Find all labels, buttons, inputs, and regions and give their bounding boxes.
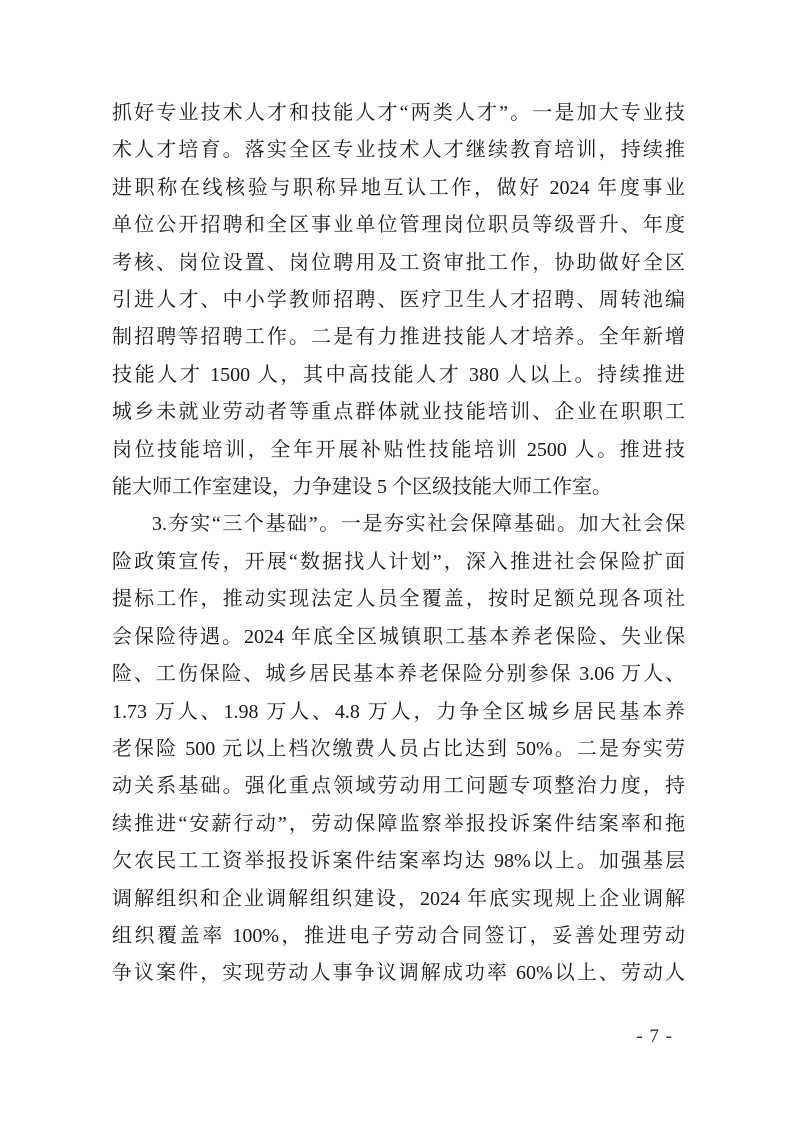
text-line: 动关系基础。强化重点领域劳动用工问题专项整治力度，持 bbox=[112, 775, 685, 798]
text-line: 组织覆盖率 100%，推进电子劳动合同签订，妥善处理劳动 bbox=[112, 924, 685, 947]
text-line: 单位公开招聘和全区事业单位管理岗位职员等级晋升、年度 bbox=[112, 214, 685, 237]
text-line: 术人才培育。落实全区专业技术人才继续教育培训，持续推 bbox=[112, 139, 685, 162]
text-line: 考核、岗位设置、岗位聘用及工资审批工作，协助做好全区 bbox=[112, 251, 685, 274]
text-line-paragraph-end: 能大师工作室建设，力争建设 5 个区级技能大师工作室。 bbox=[112, 476, 612, 499]
page-number: - 7 - bbox=[636, 1026, 673, 1047]
text-line: 提标工作，推动实现法定人员全覆盖，按时足额兑现各项社 bbox=[112, 588, 685, 611]
text-line: 险、工伤保险、城乡居民基本养老保险分别参保 3.06 万人、 bbox=[112, 663, 685, 686]
text-line: 城乡未就业劳动者等重点群体就业技能培训、企业在职职工 bbox=[112, 401, 685, 424]
text-line: 进职称在线核验与职称异地互认工作，做好 2024 年度事业 bbox=[112, 176, 685, 199]
text-line: 欠农民工工资举报投诉案件结案率均达 98%以上。加强基层 bbox=[112, 850, 685, 873]
text-line: 险政策宣传，开展“数据找人计划”，深入推进社会保险扩面 bbox=[112, 550, 685, 573]
text-line: 技能人才 1500 人，其中高技能人才 380 人以上。持续推进 bbox=[112, 363, 685, 386]
text-line: 会保险待遇。2024 年底全区城镇职工基本养老保险、失业保 bbox=[112, 625, 685, 648]
text-line: 抓好专业技术人才和技能人才“两类人才”。一是加大专业技 bbox=[112, 102, 685, 124]
text-line: 续推进“安薪行动”，劳动保障监察举报投诉案件结案率和拖 bbox=[112, 812, 685, 835]
text-line-paragraph-start: 3.夯实“三个基础”。一是夯实社会保障基础。加大社会保 bbox=[152, 513, 685, 536]
text-line: 引进人才、中小学教师招聘、医疗卫生人才招聘、周转池编 bbox=[112, 289, 685, 312]
text-line: 1.73 万人、1.98 万人、4.8 万人，力争全区城乡居民基本养 bbox=[112, 700, 685, 723]
text-line: 制招聘等招聘工作。二是有力推进技能人才培养。全年新增 bbox=[112, 326, 685, 349]
document-body-text bbox=[112, 95, 685, 993]
text-line: 老保险 500 元以上档次缴费人员占比达到 50%。二是夯实劳 bbox=[112, 737, 685, 760]
text-line: 岗位技能培训，全年开展补贴性技能培训 2500 人。推进技 bbox=[112, 438, 685, 461]
text-line: 调解组织和企业调解组织建设，2024 年底实现规上企业调解 bbox=[112, 887, 685, 910]
text-line: 争议案件，实现劳动人事争议调解成功率 60%以上、劳动人 bbox=[112, 962, 685, 985]
